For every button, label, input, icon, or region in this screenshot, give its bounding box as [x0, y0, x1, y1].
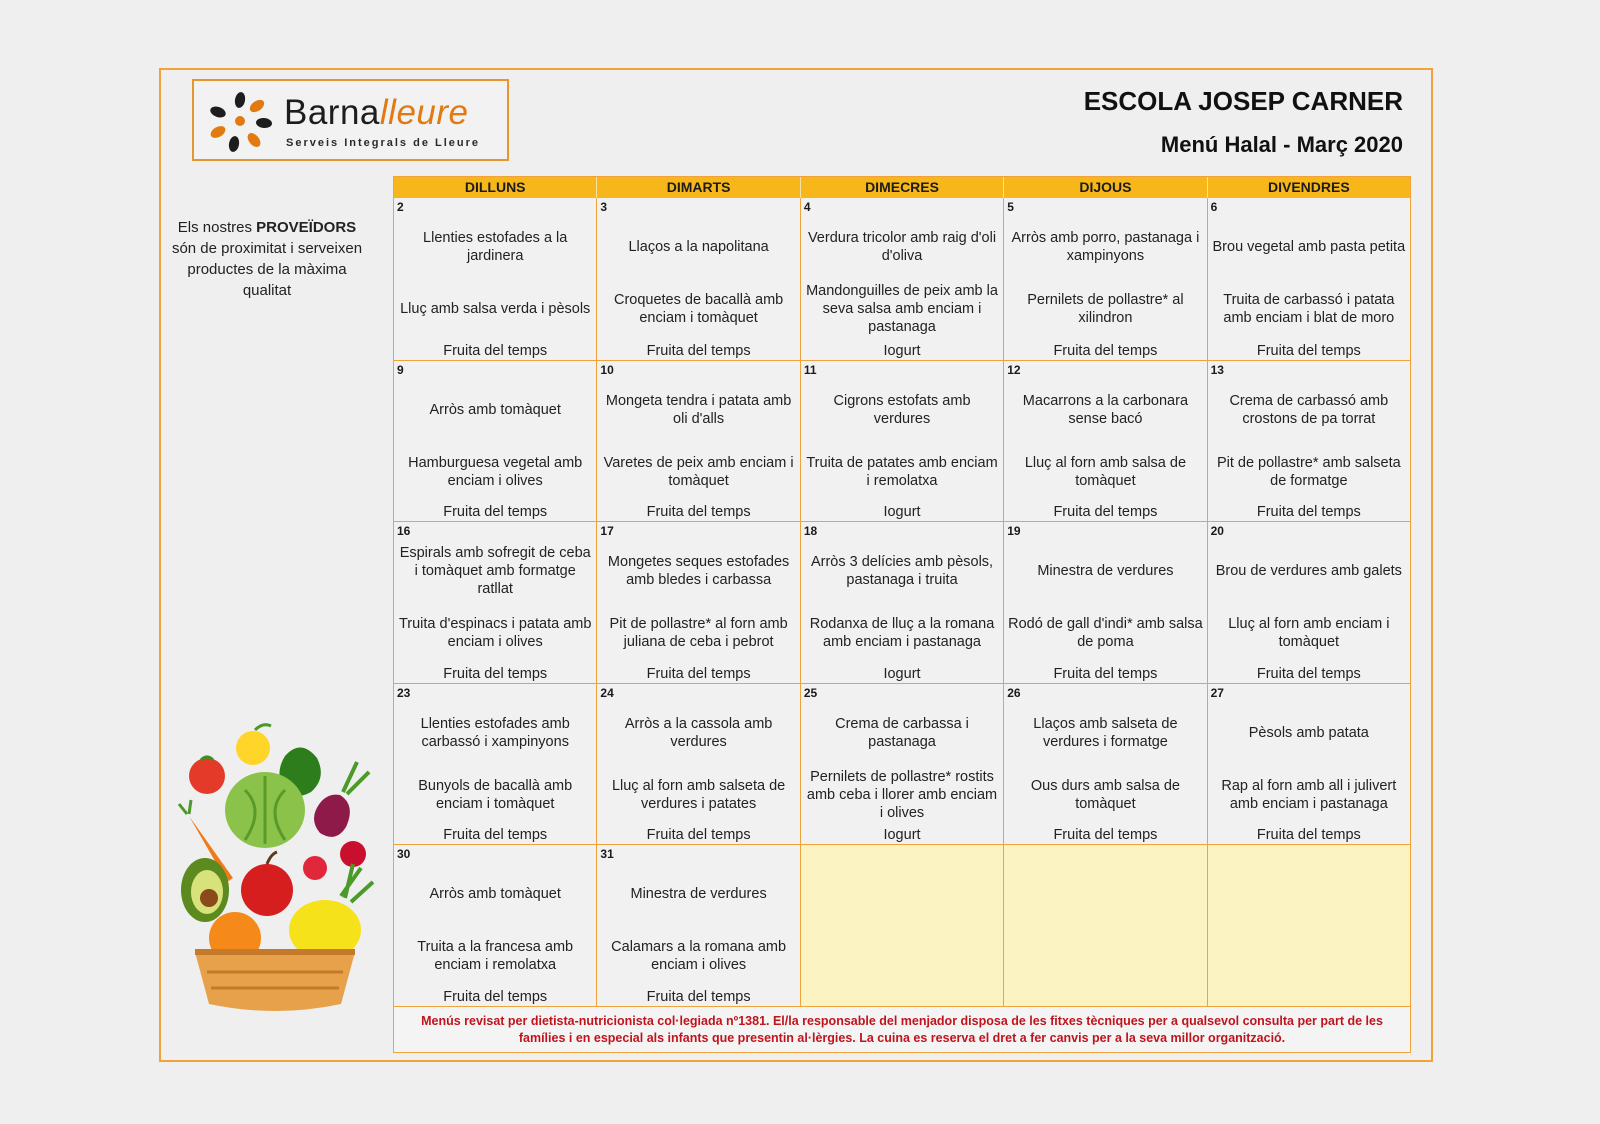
first-course: Arròs a la cassola amb verdures: [624, 715, 773, 750]
dessert: Fruita del temps: [646, 342, 751, 359]
empty-day-cell: [801, 845, 1004, 1006]
day-cell: [801, 684, 1004, 845]
fruit-basket-illustration: [165, 720, 389, 1020]
day-cell: [1004, 684, 1207, 845]
weekday-tuesday: DIMARTS: [597, 177, 800, 198]
second-course: Varetes de peix amb enciam i tomàquet: [603, 454, 794, 489]
empty-day-cell: [1004, 845, 1207, 1006]
second-course: Lluç al forn amb salseta de verdures i patates: [611, 777, 786, 812]
second-course: Truita d'espinacs i patata amb enciam i olives: [398, 616, 592, 650]
dessert: Fruita del temps: [443, 988, 548, 1005]
dessert: Fruita del temps: [1256, 504, 1361, 520]
dessert: Fruita del temps: [1053, 665, 1158, 682]
day-cell: [394, 684, 597, 845]
first-course: Verdura tricolor amb raig d'oli d'oliva: [807, 230, 997, 264]
second-course: Lluç al forn amb salsa de tomàquet: [1024, 454, 1187, 489]
week-row: [394, 521, 1410, 683]
day-number: 18: [803, 524, 818, 538]
week-row: [394, 360, 1410, 522]
first-course: Mongeta tendra i patata amb oli d'alls: [605, 392, 792, 427]
first-course: Brou de verdures amb galets: [1215, 563, 1402, 579]
weeks-body: [394, 198, 1410, 1006]
first-course: Pèsols amb patata: [1248, 724, 1369, 741]
day-cell: [801, 361, 1004, 522]
weekday-wednesday: DIMECRES: [801, 177, 1004, 198]
dessert: Fruita del temps: [443, 342, 548, 359]
dessert: Fruita del temps: [1053, 504, 1158, 520]
day-cell: [597, 198, 800, 360]
day-number: 19: [1007, 524, 1021, 538]
week-row: [394, 844, 1410, 1006]
second-course: Rodó de gall d'indi* amb salsa de poma: [1008, 616, 1203, 650]
second-course: Rodanxa de lluç a la romana amb enciam i pastanaga: [809, 616, 995, 650]
dessert: Fruita del temps: [443, 827, 548, 843]
day-number: 17: [600, 524, 614, 538]
second-course: Pit de pollastre* amb salseta de formatge: [1216, 454, 1401, 489]
day-cell: [1208, 361, 1410, 522]
dessert: Iogurt: [883, 342, 921, 359]
dessert: Fruita del temps: [1256, 665, 1361, 682]
day-number: 6: [1210, 200, 1218, 214]
second-course: Pit de pollastre* al forn amb juliana de ceba i pebrot: [609, 616, 788, 650]
day-cell: [801, 522, 1004, 683]
day-cell: [597, 522, 800, 683]
brand-logo: [192, 79, 509, 161]
weekday-thursday: DIJOUS: [1004, 177, 1207, 198]
second-course: Lluç amb salsa verda i pèsols: [400, 301, 591, 317]
second-course: Bunyols de bacallà amb enciam i tomàquet: [418, 777, 573, 812]
first-course: Crema de carbassa i pastanaga: [835, 715, 969, 750]
second-course: Rap al forn amb all i julivert amb enciam i pastanaga: [1221, 777, 1397, 812]
menu-frame: [159, 68, 1433, 1062]
day-number: 10: [600, 362, 614, 377]
day-number: 9: [397, 362, 404, 377]
day-cell: [597, 684, 800, 845]
week-row: [394, 683, 1410, 845]
day-number: 2: [397, 200, 404, 214]
dessert: Fruita del temps: [646, 665, 751, 682]
day-number: 23: [397, 685, 411, 700]
menu-calendar: [393, 176, 1411, 1053]
day-number: 24: [600, 685, 614, 700]
day-number: 25: [803, 685, 818, 700]
day-cell: [1208, 198, 1410, 360]
day-number: 5: [1007, 200, 1014, 214]
second-course: Pernilets de pollastre* rostits amb ceba i llorer amb enciam i olives: [806, 768, 998, 821]
first-course: Llaços amb salseta de verdures i formatge: [1033, 715, 1178, 750]
day-number: 31: [600, 847, 614, 861]
second-course: Lluç al forn amb enciam i tomàquet: [1228, 616, 1390, 650]
day-cell: [1004, 361, 1207, 522]
day-cell: [801, 198, 1004, 360]
second-course: Mandonguilles de peix amb la seva salsa amb enciam i pastanaga: [806, 283, 998, 335]
school-title: ESCOLA JOSEP CARNER: [1083, 86, 1403, 116]
second-course: Hamburguesa vegetal amb enciam i olives: [408, 454, 583, 489]
weekday-monday: DILLUNS: [394, 177, 597, 198]
dessert: Fruita del temps: [1256, 342, 1361, 359]
day-cell: [1004, 198, 1207, 360]
second-course: Croquetes de bacallà amb enciam i tomàquet: [613, 292, 784, 326]
first-course: Arròs 3 delícies amb pèsols, pastanaga i truita: [810, 554, 994, 588]
dessert: Fruita del temps: [1053, 342, 1158, 359]
day-number: 30: [397, 847, 411, 861]
dessert: Iogurt: [883, 665, 921, 682]
week-row: [394, 198, 1410, 360]
first-course: Mongetes seques estofades amb bledes i carbassa: [607, 554, 790, 588]
first-course: Minestra de verdures: [1037, 563, 1174, 579]
day-number: 26: [1007, 685, 1021, 700]
first-course: Llenties estofades a la jardinera: [423, 230, 568, 264]
dessert: Fruita del temps: [646, 827, 751, 843]
first-course: Macarrons a la carbonara sense bacó: [1022, 392, 1189, 427]
second-course: Calamars a la romana amb enciam i olives: [611, 939, 787, 973]
providers-note: Els nostres PROVEÏDORS són de proximitat i serveixen productes de la màxima qualitat: [171, 219, 363, 299]
second-course: Ous durs amb salsa de tomàquet: [1030, 777, 1180, 812]
weekday-friday: DIVENDRES: [1267, 179, 1350, 195]
second-course: Truita a la francesa amb enciam i remolatxa: [417, 939, 574, 973]
day-number: 3: [600, 200, 608, 214]
day-cell: [1004, 522, 1207, 683]
first-course: Minestra de verdures: [630, 886, 767, 902]
day-cell: [394, 361, 597, 522]
day-cell: [1208, 684, 1410, 845]
day-number: 27: [1210, 685, 1224, 700]
day-number: 11: [803, 362, 817, 377]
dessert: Iogurt: [883, 504, 921, 520]
day-cell: [597, 845, 800, 1006]
second-course: Truita de carbassó i patata amb enciam i blat de moro: [1223, 292, 1395, 326]
first-course: Llenties estofades amb carbassó i xampinyons: [420, 715, 570, 750]
dessert: Fruita del temps: [443, 504, 548, 520]
day-number: 16: [397, 524, 411, 538]
second-course: Pernilets de pollastre* al xilindron: [1027, 292, 1184, 326]
day-cell: [394, 845, 597, 1006]
first-course: Brou vegetal amb pasta petita: [1212, 239, 1406, 255]
dessert: Fruita del temps: [1053, 827, 1158, 843]
menu-subtitle: Menú Halal - Març 2020: [1160, 132, 1403, 157]
first-course: Cigrons estofats amb verdures: [833, 392, 971, 427]
weekday-header: [394, 177, 1410, 198]
day-cell: [394, 522, 597, 683]
dessert: Fruita del temps: [646, 504, 751, 520]
dessert: Fruita del temps: [646, 988, 751, 1005]
second-course: Truita de patates amb enciam i remolatxa: [806, 454, 998, 489]
logo-petals-icon: [204, 90, 276, 152]
day-cell: [394, 198, 597, 360]
empty-day-cell: [1208, 845, 1410, 1006]
first-course: Arròs amb tomàquet: [429, 401, 561, 418]
day-number: 12: [1007, 362, 1021, 377]
first-course: Espirals amb sofregit de ceba i tomàquet amb formatge ratllat: [399, 545, 591, 597]
dessert: Fruita del temps: [443, 665, 548, 682]
dessert: Iogurt: [883, 827, 921, 843]
day-cell: [597, 361, 800, 522]
first-course: Crema de carbassó amb crostons de pa torrat: [1229, 392, 1389, 427]
day-number: 4: [803, 200, 811, 214]
first-course: Llaços a la napolitana: [628, 239, 769, 255]
dietitian-note: Menús revisat per dietista-nutricionista col·legiada nº1381. El/la responsable del menjador disposa de les fitxes tècniques per a qualsevol consulta per part de les famílies i en especial als infants que presentin al·lèrgies. La cuina es reserva el dret a fer canvis per a la seva millor organització.: [394, 1006, 1410, 1052]
logo-tagline: Serveis Integrals de Lleure: [286, 137, 481, 149]
day-cell: [1208, 522, 1410, 683]
first-course: Arròs amb porro, pastanaga i xampinyons: [1011, 230, 1200, 264]
dessert: Fruita del temps: [1256, 827, 1361, 843]
first-course: Arròs amb tomàquet: [429, 886, 561, 902]
day-number: 20: [1210, 524, 1224, 538]
day-number: 13: [1210, 362, 1224, 377]
logo-wordmark: Barnalleure: [284, 93, 469, 132]
